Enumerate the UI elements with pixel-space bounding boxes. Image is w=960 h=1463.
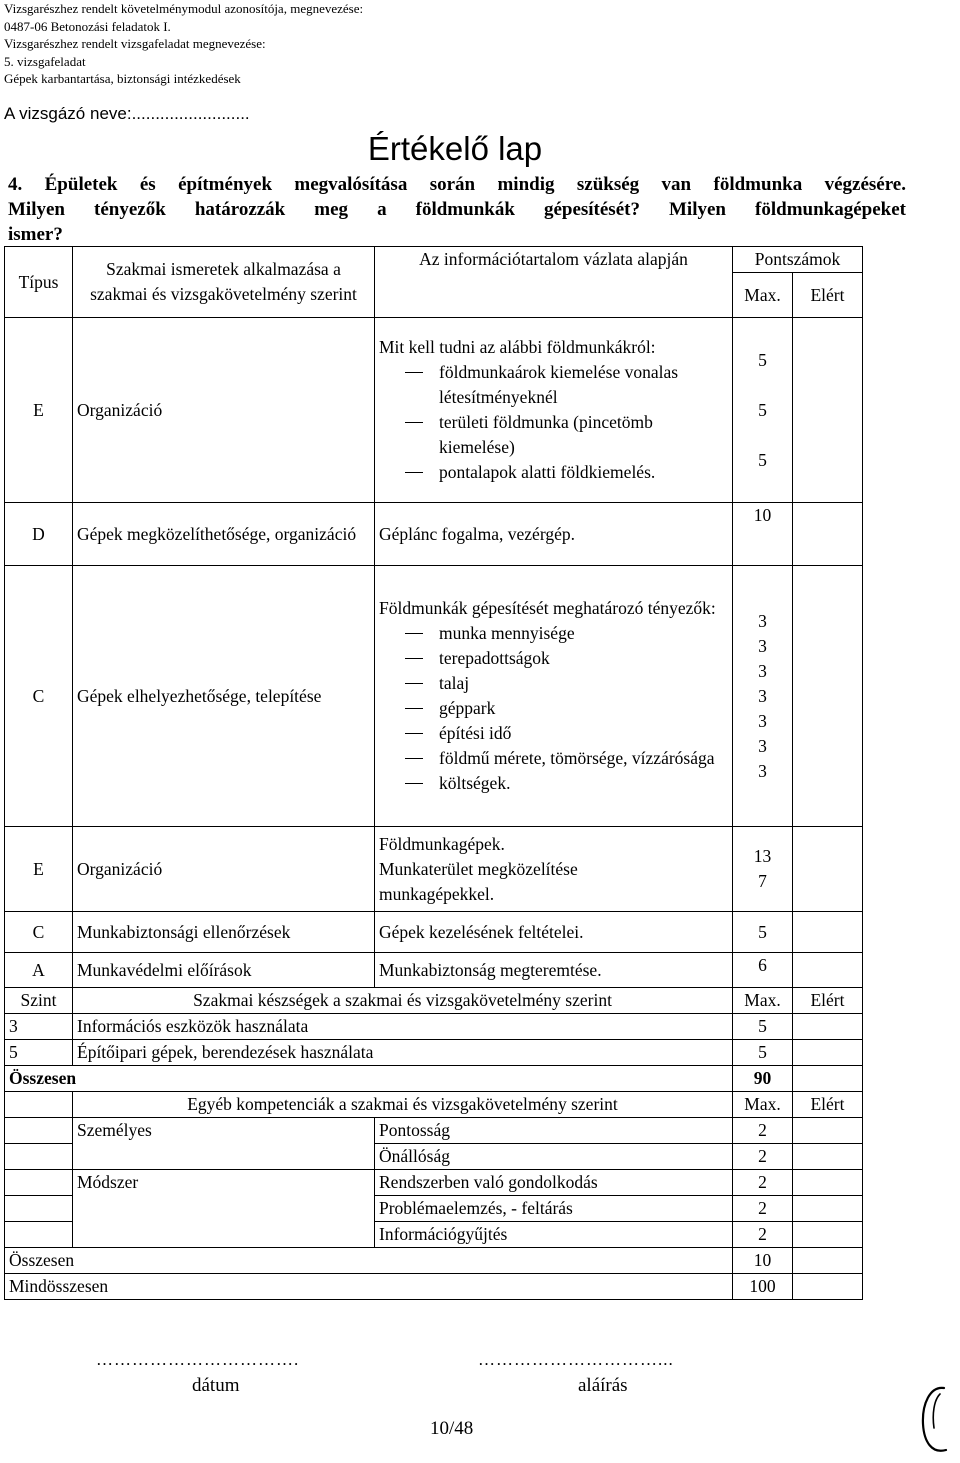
row-elert[interactable] — [793, 503, 863, 566]
info-line: Munkaterület megközelítése munkagépekkel. — [379, 858, 578, 904]
row-max — [733, 827, 793, 912]
row-szakmai: Organizáció — [73, 318, 375, 503]
competence-elert[interactable] — [793, 1196, 863, 1222]
competence-max: 2 — [733, 1144, 793, 1170]
header-line: Vizsgarészhez rendelt vizsgafeladat megnevezése: — [4, 36, 266, 51]
competence-elert[interactable] — [793, 1222, 863, 1248]
skills-max-header: Max. — [733, 988, 793, 1014]
header-line: Gépek karbantartása, biztonsági intézkedések — [4, 71, 241, 86]
competence-category: Módszer — [73, 1170, 375, 1248]
skill-level: 5 — [5, 1040, 73, 1066]
total-label: Összesen — [5, 1248, 733, 1274]
row-tipus: C — [5, 912, 73, 953]
row-max: 5 — [733, 912, 793, 953]
info-intro: Földmunkák gépesítését meghatározó tényezők: — [379, 598, 716, 618]
table-header-row — [5, 247, 863, 273]
list-item: területi földmunka (pincetömb kiemelése) — [379, 410, 728, 460]
skills-header: Szakmai készségek a szakmai és vizsgakövetelmény szerint — [73, 988, 733, 1014]
row-szakmai: Organizáció — [73, 827, 375, 912]
list-item: építési idő — [379, 721, 728, 746]
table-row — [5, 1014, 863, 1040]
row-tipus: E — [5, 318, 73, 503]
skill-level: 3 — [5, 1014, 73, 1040]
grand-total-value: 100 — [733, 1274, 793, 1300]
info-list — [379, 621, 728, 796]
point-value: 5 — [758, 349, 767, 370]
question-line: 4. Épületek és építmények megvalósítása során mindig szükség van földmunka végzésére. — [8, 174, 906, 195]
skill-label: Információs eszközök használata — [73, 1014, 733, 1040]
row-max — [733, 566, 793, 827]
header-szakmai: Szakmai ismeretek alkalmazása a szakmai és vizsgakövetelmény szerint — [73, 247, 375, 318]
skill-elert[interactable] — [793, 1014, 863, 1040]
row-max — [733, 318, 793, 503]
competence-label: Önállóság — [375, 1144, 733, 1170]
grand-total-label: Mindösszesen — [5, 1274, 733, 1300]
competence-category: Személyes — [73, 1118, 375, 1170]
page-title: Értékelő lap — [367, 130, 543, 167]
row-tipus: E — [5, 827, 73, 912]
row-elert[interactable] — [793, 912, 863, 953]
document-header — [4, 0, 363, 88]
header-line: Vizsgarészhez rendelt követelménymodul azonosítója, megnevezése: — [4, 1, 364, 16]
competence-max: 2 — [733, 1222, 793, 1248]
header-info: Az információtartalom vázlata alapján — [375, 247, 733, 318]
header-pontszamok: Pontszámok — [733, 247, 863, 273]
point-value: 7 — [758, 871, 767, 891]
skills-elert-header: Elért — [793, 988, 863, 1014]
question-line: ismer? — [8, 224, 63, 245]
list-item: talaj — [379, 671, 728, 696]
row-tipus: A — [5, 953, 73, 988]
row-info — [375, 318, 733, 503]
grand-total-row — [5, 1274, 863, 1300]
other-header-row — [5, 1092, 863, 1118]
row-info: Gépek kezelésének feltételei. — [375, 912, 733, 953]
table-row — [5, 1040, 863, 1066]
skill-label: Építőipari gépek, berendezések használata — [73, 1040, 733, 1066]
competence-label: Információgyűjtés — [375, 1222, 733, 1248]
total-elert[interactable] — [793, 1248, 863, 1274]
row-tipus: D — [5, 503, 73, 566]
total-elert[interactable] — [793, 1066, 863, 1092]
info-line: Földmunkagépek. — [379, 833, 505, 854]
row-info: Géplánc fogalma, vezérgép. — [375, 503, 733, 566]
table-row — [5, 827, 863, 912]
list-item: munka mennyisége — [379, 621, 728, 646]
row-elert[interactable] — [793, 318, 863, 503]
examinee-name-field: A vizsgázó neve:......................... — [4, 104, 250, 123]
point-value: 5 — [758, 399, 767, 420]
point-value: 3 — [758, 760, 767, 781]
row-info — [375, 566, 733, 827]
handwritten-mark-icon — [916, 1380, 952, 1460]
row-max: 10 — [733, 503, 793, 566]
point-value: 3 — [758, 710, 767, 731]
date-dotted-line: ……………………………. — [96, 1350, 300, 1369]
total-value: 90 — [733, 1066, 793, 1092]
competence-label: Rendszerben való gondolkodás — [375, 1170, 733, 1196]
table-row — [5, 318, 863, 503]
date-label: dátum — [192, 1375, 240, 1396]
point-value: 5 — [758, 449, 767, 470]
header-max: Max. — [733, 273, 793, 318]
total-value: 10 — [733, 1248, 793, 1274]
skill-max: 5 — [733, 1014, 793, 1040]
header-line: 0487-06 Betonozási feladatok I. — [4, 18, 171, 34]
evaluation-table — [4, 246, 863, 1300]
list-item: géppark — [379, 696, 728, 721]
question-line: Milyen tényezők határozzák meg a földmunkák gépesítését? Milyen földmunkagépeket — [8, 199, 906, 220]
header-elert: Elért — [793, 273, 863, 318]
signature-label: aláírás — [578, 1375, 628, 1396]
question-text — [8, 172, 908, 247]
point-value: 13 — [753, 846, 772, 866]
skill-elert[interactable] — [793, 1040, 863, 1066]
row-max: 6 — [733, 953, 793, 988]
table-row — [5, 912, 863, 953]
table-row — [5, 1170, 863, 1196]
point-value: 3 — [758, 660, 767, 681]
row-szakmai: Gépek megközelíthetősége, organizáció — [73, 503, 375, 566]
competence-max: 2 — [733, 1170, 793, 1196]
info-intro: Mit kell tudni az alábbi földmunkákról: — [379, 337, 656, 357]
row-elert[interactable] — [793, 566, 863, 827]
header-tipus: Típus — [5, 247, 73, 318]
info-list — [379, 360, 728, 485]
other-header: Egyéb kompetenciák a szakmai és vizsgakövetelmény szerint — [73, 1092, 733, 1118]
row-elert[interactable] — [793, 953, 863, 988]
row-szakmai: Munkavédelmi előírások — [73, 953, 375, 988]
competence-label: Pontosság — [375, 1118, 733, 1144]
row-elert[interactable] — [793, 827, 863, 912]
table-row — [5, 953, 863, 988]
total-row — [5, 1066, 863, 1092]
header-line: 5. vizsgafeladat — [4, 53, 86, 69]
skill-max: 5 — [733, 1040, 793, 1066]
point-value: 3 — [758, 685, 767, 706]
point-value: 3 — [758, 635, 767, 656]
table-row — [5, 1118, 863, 1144]
list-item: földmunkaárok kiemelése vonalas létesítményeknél — [379, 360, 728, 410]
table-row — [5, 566, 863, 827]
row-szakmai: Gépek elhelyezhetősége, telepítése — [73, 566, 375, 827]
total-row — [5, 1248, 863, 1274]
row-info — [375, 827, 733, 912]
list-item: terepadottságok — [379, 646, 728, 671]
competence-elert[interactable] — [793, 1144, 863, 1170]
list-item: pontalapok alatti földkiemelés. — [379, 460, 728, 485]
competence-label: Problémaelemzés, - feltárás — [375, 1196, 733, 1222]
competence-elert[interactable] — [793, 1170, 863, 1196]
signature-dotted-line: …………………………... — [478, 1350, 674, 1369]
competence-max: 2 — [733, 1118, 793, 1144]
grand-total-elert[interactable] — [793, 1274, 863, 1300]
other-max-header: Max. — [733, 1092, 793, 1118]
total-label: Összesen — [5, 1066, 733, 1092]
skills-header-row — [5, 988, 863, 1014]
skills-szint-header: Szint — [5, 988, 73, 1014]
page-number: 10/48 — [430, 1418, 474, 1439]
row-szakmai: Munkabiztonsági ellenőrzések — [73, 912, 375, 953]
table-row — [5, 503, 863, 566]
point-value: 3 — [758, 610, 767, 631]
row-tipus: C — [5, 566, 73, 827]
point-value: 3 — [758, 735, 767, 756]
other-elert-header: Elért — [793, 1092, 863, 1118]
competence-max: 2 — [733, 1196, 793, 1222]
competence-elert[interactable] — [793, 1118, 863, 1144]
list-item: földmű mérete, tömörsége, vízzárósága — [379, 746, 728, 771]
row-info: Munkabiztonság megteremtése. — [375, 953, 733, 988]
list-item: költségek. — [379, 771, 728, 796]
